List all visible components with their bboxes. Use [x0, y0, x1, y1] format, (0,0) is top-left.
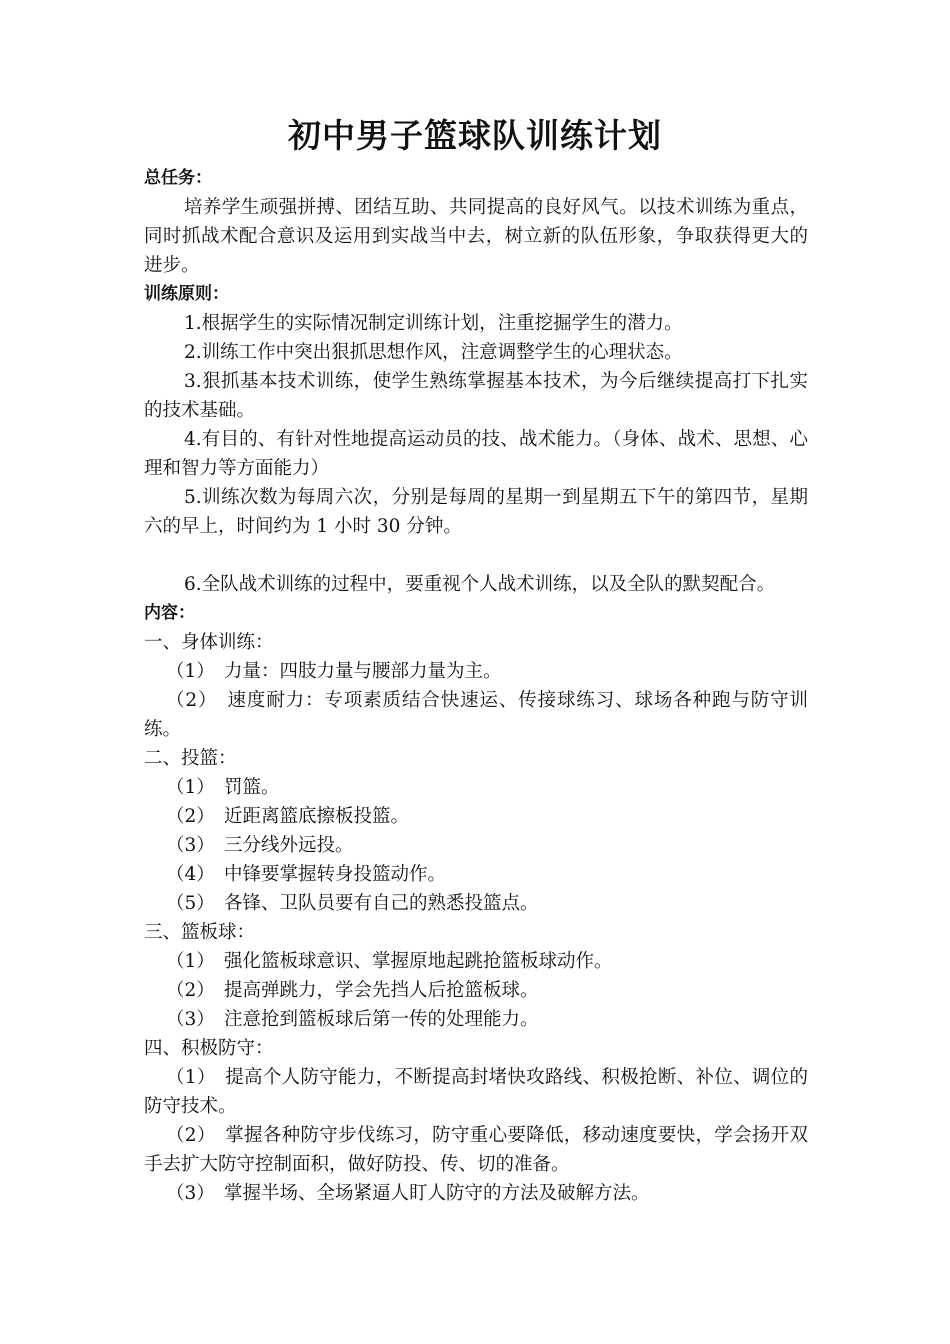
- rebound-item-1: （1） 强化篮板球意识、掌握原地起跳抢篮板球动作。: [166, 951, 613, 972]
- shooting-item-5: （5） 各锋、卫队员要有自己的熟悉投篮点。: [166, 893, 539, 914]
- task-heading: 总任务：: [144, 168, 212, 188]
- section-title-shooting: 二、投篮：: [144, 748, 237, 769]
- principles-heading: 训练原则：: [144, 284, 229, 304]
- shooting-item-1: （1） 罚篮。: [166, 777, 280, 798]
- section-title-defense: 四、积极防守：: [144, 1038, 274, 1059]
- section-title-rebound: 三、篮板球：: [144, 922, 256, 943]
- principle-item-5: 5.训练次数为每周六次，分别是每周的星期一到星期五下午的第四节，星期六的早上，时间约为 1 小时 30 分钟。: [144, 487, 808, 537]
- blank-line: [144, 541, 808, 570]
- content-heading: 内容：: [144, 603, 195, 623]
- shooting-item-4: （4） 中锋要掌握转身投篮动作。: [166, 864, 447, 885]
- task-text: 培养学生顽强拼搏、团结互助、共同提高的良好风气。以技术训练为重点，同时抓战术配合意识及运用到实战当中去，树立新的队伍形象，争取获得更大的进步。: [144, 197, 808, 276]
- rebound-item-3: （3） 注意抢到篮板球后第一传的处理能力。: [166, 1009, 539, 1030]
- defense-item-1: （1） 提高个人防守能力，不断提高封堵快攻路线、积极抢断、补位、调位的防守技术。: [144, 1067, 808, 1117]
- document-body: [144, 164, 808, 1208]
- principle-item-6: 6.全队战术训练的过程中，要重视个人战术训练，以及全队的默契配合。: [184, 574, 776, 595]
- principle-item-3: 3.狠抓基本技术训练，使学生熟练掌握基本技术，为今后继续提高打下扎实的技术基础。: [144, 371, 808, 421]
- principle-item-4: 4.有目的、有针对性地提高运动员的技、战术能力。（身体、战术、思想、心理和智力等方面能力）: [144, 429, 808, 479]
- document-title: 初中男子篮球队训练计划: [288, 116, 662, 155]
- physical-item-2: （2） 速度耐力：专项素质结合快速运、传接球练习、球场各种跑与防守训练。: [144, 690, 808, 740]
- section-title-physical: 一、身体训练：: [144, 632, 274, 653]
- defense-item-3: （3） 掌握半场、全场紧逼人盯人防守的方法及破解方法。: [166, 1183, 650, 1204]
- physical-item-1: （1） 力量：四肢力量与腰部力量为主。: [166, 661, 502, 682]
- shooting-item-3: （3） 三分线外远投。: [166, 835, 354, 856]
- shooting-item-2: （2） 近距离篮底擦板投篮。: [166, 806, 410, 827]
- defense-item-2: （2） 掌握各种防守步伐练习，防守重心要降低，移动速度要快，学会扬开双手去扩大防守控制面积，做好防投、传、切的准备。: [144, 1125, 808, 1175]
- rebound-item-2: （2） 提高弹跳力，学会先挡人后抢篮板球。: [166, 980, 539, 1001]
- principle-item-1: 1.根据学生的实际情况制定训练计划，注重挖掘学生的潜力。: [184, 313, 683, 334]
- principle-item-2: 2.训练工作中突出狠抓思想作风，注意调整学生的心理状态。: [184, 342, 683, 363]
